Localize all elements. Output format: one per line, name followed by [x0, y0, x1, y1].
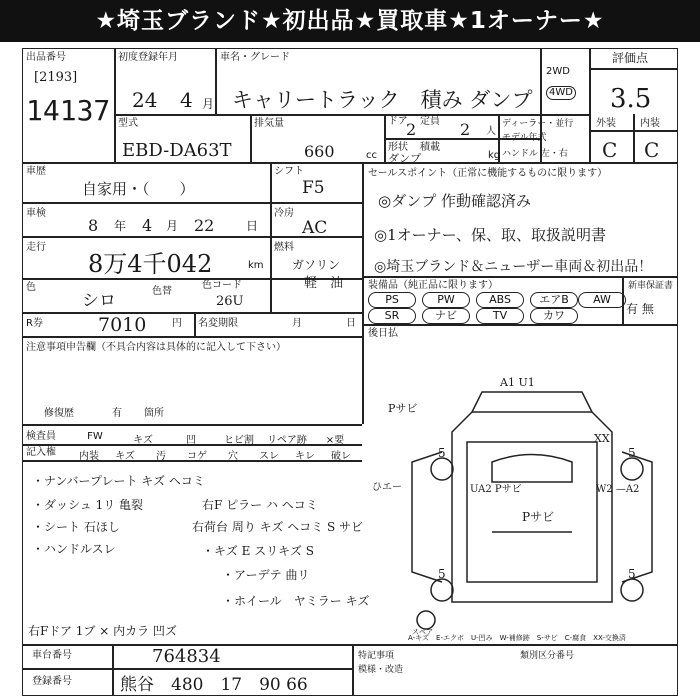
- color2-label: 色替: [152, 286, 172, 297]
- cc-label: cc: [366, 150, 377, 161]
- inspect-cell: キズ: [133, 435, 153, 446]
- writer-label: 記入権: [26, 447, 56, 458]
- inspect-cell: コゲ: [187, 451, 207, 462]
- sales-line-1: ◎ダンプ 作動確認済み: [378, 192, 532, 210]
- rating-label: 評価点: [612, 51, 649, 65]
- mileage-label: 走行: [26, 242, 46, 253]
- fuel-value: ガソリン: [292, 258, 341, 272]
- divider: [22, 202, 362, 204]
- remark-line: 右F ピラー ハ ヘコミ: [202, 498, 318, 512]
- divider: [352, 644, 354, 696]
- equipment-label: 装備品（純正品に限ります）: [368, 280, 498, 291]
- remark-line: 右荷台 周り キズ ヘコミ S サビ: [192, 520, 364, 534]
- dealer-label: ディーラー・並行: [502, 119, 574, 129]
- divider: [215, 48, 217, 116]
- remark-line: ・キズ E スリキズ S: [202, 544, 314, 558]
- day-label: 日: [246, 219, 259, 233]
- divider: [22, 162, 678, 164]
- door-label: ドア: [388, 116, 408, 127]
- inspect-cell: 穴: [228, 451, 238, 462]
- inspect-cell: ヒビ割: [224, 435, 254, 446]
- divider: [589, 48, 591, 162]
- door-value: 2: [406, 120, 417, 139]
- equip-item: エアB: [530, 292, 578, 308]
- usage-value: 自家用・（ ）: [82, 180, 195, 198]
- equip-item: ナビ: [422, 308, 470, 324]
- drive-2wd-label: 2WD: [546, 66, 570, 77]
- lot-no-label: 出品番号: [26, 52, 66, 63]
- wheel-fl-icon: [431, 458, 453, 480]
- inspect-cell: FW: [87, 431, 103, 442]
- kg-label: kg: [488, 150, 501, 161]
- mark-wheel-fl: 5: [438, 446, 446, 460]
- interior-label: 内装: [640, 118, 660, 129]
- reg-month-value: 4: [180, 88, 193, 112]
- divider: [22, 644, 678, 646]
- exterior-label: 外装: [596, 118, 616, 129]
- remark-line: ・ホイール ヤミラー キズ: [222, 594, 370, 608]
- registration-label: 登録番号: [32, 676, 72, 687]
- inspect-day-value: 22: [194, 216, 215, 235]
- month-label: 月: [202, 97, 215, 111]
- fuel2-value: 軽 油: [304, 276, 344, 291]
- remark-line: ・ダッシュ 1リ 亀裂: [32, 498, 144, 512]
- drive-4wd-label: 4WD: [546, 86, 576, 100]
- month-label: 月: [166, 219, 179, 233]
- inspect-cell: 汚: [156, 451, 166, 462]
- color-value: シロ: [82, 291, 116, 311]
- mark-center: Pサビ: [522, 510, 555, 524]
- capacity-label: 定員: [420, 116, 440, 127]
- sales-line-3: ◎埼玉ブランド＆ニューザー車両＆初出品！: [374, 259, 653, 275]
- cooling-label: 冷房: [274, 208, 294, 219]
- chassis-value: 764834: [152, 646, 221, 667]
- remark-line: ・シート 石ほし: [32, 520, 120, 534]
- displacement-label: 排気量: [254, 118, 284, 129]
- mod-label: 模様・改造: [358, 665, 404, 675]
- inspect-cell: 凹: [186, 435, 196, 446]
- mark-left-mid: ひエー: [372, 482, 402, 493]
- displacement-value: 660: [304, 142, 335, 161]
- divider: [633, 114, 635, 162]
- mark-center-left: UA2 Pサビ: [470, 484, 522, 495]
- inspection-label: 車検: [26, 208, 46, 219]
- km-label: km: [248, 260, 264, 271]
- inspect-cell: 破レ: [331, 451, 351, 462]
- shift-label: シフト: [274, 166, 304, 177]
- reg-year-value: 24: [132, 88, 158, 112]
- interior-value: C: [644, 138, 660, 162]
- color-label: 色: [26, 282, 36, 293]
- equip-item: AW: [578, 292, 626, 308]
- divider: [114, 114, 590, 116]
- inspect-cell: キズ: [115, 451, 135, 462]
- mark-left-top: Pサビ: [388, 402, 418, 415]
- divider: [112, 644, 114, 696]
- inspect-cell: ×要: [325, 435, 345, 446]
- lot-no-value: 14137: [26, 94, 111, 127]
- wheel-rl-icon: [431, 579, 453, 601]
- inspect-cell: 内装: [79, 451, 99, 462]
- model-label: 型式: [118, 118, 138, 129]
- model-year-label: モデル年式: [502, 133, 547, 143]
- mark-right-mid: W2 —A2: [596, 484, 640, 495]
- load-label: 積載: [420, 142, 440, 153]
- chassis-label: 車台番号: [32, 650, 72, 661]
- wheel-rr-icon: [621, 579, 643, 601]
- divider: [540, 48, 542, 162]
- name-change-label: 名変期限: [198, 318, 238, 329]
- ticket-label: R券: [26, 318, 43, 329]
- remark-line: 右Fドア 1ブ × 内カラ 凹ズ: [28, 624, 177, 638]
- warranty-value: 有 無: [626, 302, 654, 316]
- yen-label: 円: [172, 318, 182, 329]
- mark-top: A1 U1: [500, 376, 535, 389]
- person-label: 人: [486, 126, 496, 137]
- legend-sub-label: 類別区分番号: [520, 651, 575, 661]
- capacity-value: 2: [460, 120, 471, 139]
- after-day-label: 後日払: [368, 328, 398, 339]
- remark-line: ・ハンドルスレ: [32, 542, 116, 556]
- mark-wheel-rl: 5: [438, 567, 446, 581]
- equip-item: カワ: [530, 308, 578, 324]
- mark-right-top: XX: [594, 432, 610, 445]
- divider: [362, 162, 364, 424]
- divider: [362, 324, 678, 326]
- spare-label: スペア: [412, 628, 433, 636]
- divider: [270, 162, 272, 312]
- shape-label: 形状: [388, 142, 408, 153]
- equip-item: PS: [368, 292, 416, 308]
- ticket-value: 7010: [98, 314, 147, 336]
- inspect-cell: スレ: [259, 451, 279, 462]
- mark-wheel-rr: 5: [628, 567, 636, 581]
- name-day-label: 日: [346, 318, 356, 329]
- divider: [114, 48, 116, 162]
- first-reg-label: 初度登録年月: [118, 52, 178, 63]
- wheel-fr-icon: [621, 458, 643, 480]
- divider: [22, 336, 362, 338]
- car-name-value: キャリートラック 積み ダンプ: [232, 88, 533, 112]
- sales-point-label: セールスポイント（正常に機能するものに限ります）: [368, 168, 608, 179]
- car-diagram: [382, 372, 678, 634]
- header-banner: ★埼玉ブランド★初出品★買取車★1オーナー★: [0, 0, 700, 42]
- divider: [194, 312, 196, 336]
- divider: [589, 68, 678, 70]
- lot-sub-value: [2193]: [34, 70, 78, 85]
- remark-line: ・ナンバープレート キズ ヘコミ: [32, 474, 205, 488]
- legend-key: A-キズ E-エクボ U-凹み W-補修跡 S-サビ C-腐食 XX-交換済: [408, 634, 626, 642]
- remark-line: ・アーデテ 曲リ: [222, 568, 310, 582]
- usage-label: 車歴: [26, 166, 46, 177]
- color-code-label: 色コード: [202, 280, 242, 291]
- mileage-value: 8万4千042: [88, 250, 213, 278]
- equip-item: TV: [476, 308, 524, 324]
- auction-sheet: [22, 46, 678, 698]
- mark-wheel-fr: 5: [628, 446, 636, 460]
- fuel-label: 燃料: [274, 242, 294, 253]
- inspect-cell: キレ: [295, 451, 315, 462]
- repair-place-label: 箇所: [144, 408, 164, 419]
- equip-item: ABS: [476, 292, 524, 308]
- exterior-value: C: [602, 138, 618, 162]
- divider: [22, 312, 362, 314]
- shape-value: ダンプ: [388, 152, 422, 165]
- divider: [22, 424, 362, 426]
- year-label: 年: [114, 219, 127, 233]
- shift-value: F5: [302, 178, 325, 198]
- warranty-label: 新車保証書: [628, 281, 674, 291]
- equip-item: SR: [368, 308, 416, 324]
- color-code-value: 26U: [216, 294, 244, 309]
- repair-yes-label: 有: [112, 408, 122, 419]
- equip-item: PW: [422, 292, 470, 308]
- inspector-label: 検査員: [26, 431, 56, 442]
- cooling-value: AC: [302, 218, 328, 238]
- model-value: EBD-DA63T: [122, 140, 232, 161]
- inspect-month-value: 4: [142, 216, 153, 235]
- repair-label: 修復歴: [44, 408, 74, 419]
- inspect-year-value: 8: [88, 216, 99, 235]
- car-name-label: 車名・グレード: [220, 52, 290, 63]
- name-month-label: 月: [292, 318, 302, 329]
- registration-value: 熊谷 480 17 90 66: [120, 675, 308, 695]
- divider: [362, 276, 678, 278]
- notes-label: 注意事項申告欄（不具合内容は具体的に記入して下さい）: [26, 342, 286, 353]
- rating-value: 3.5: [610, 84, 652, 114]
- inspect-cell: リペア跡: [267, 435, 307, 446]
- handle-label: ハンドル 左・右: [502, 149, 568, 159]
- sales-line-2: ◎1オーナー、保、取、取扱説明書: [374, 226, 607, 244]
- tokki-label: 特記事項: [358, 651, 395, 661]
- divider: [250, 114, 252, 162]
